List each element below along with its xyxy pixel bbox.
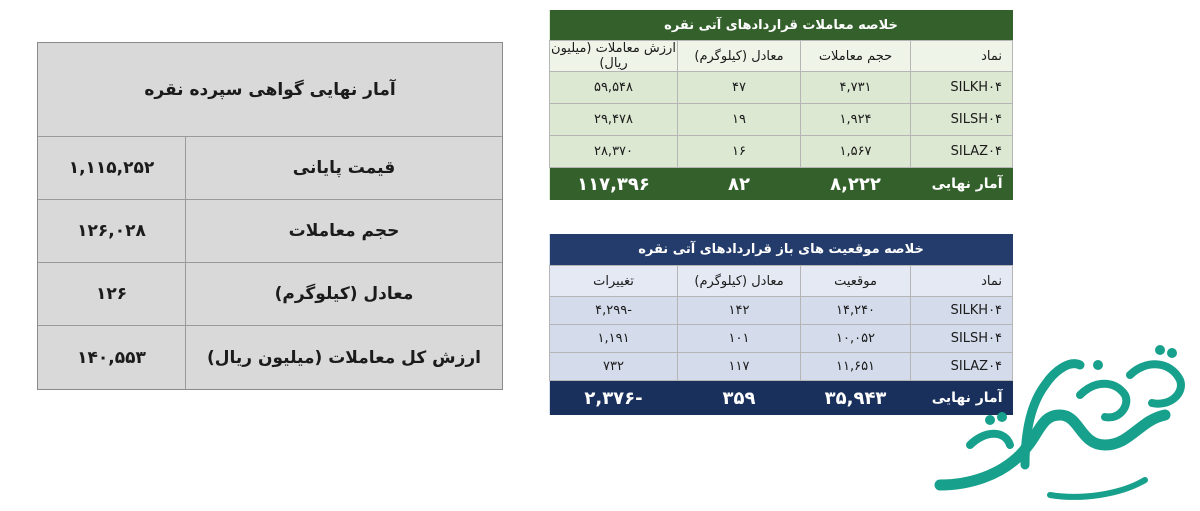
symbol-cell: SILAZ۰۴ — [911, 353, 1013, 381]
table-cell: ۱,۹۲۴ — [801, 104, 911, 136]
table-title-row — [550, 10, 1013, 41]
table-cell: ۱۰,۰۵۲ — [801, 325, 911, 353]
total-label: آمار نهایی — [911, 381, 1013, 416]
column-header: حجم معاملات — [801, 41, 911, 72]
column-header: معادل (کیلوگرم) — [678, 41, 801, 72]
total-cell: ۳۵۹ — [678, 381, 801, 416]
table-cell: ۱۱,۶۵۱ — [801, 353, 911, 381]
table-header-row — [550, 41, 1013, 72]
table-cell: ۱۱۷ — [678, 353, 801, 381]
table-cell: ۲۸,۳۷۰ — [550, 136, 678, 168]
symbol-cell: SILKH۰۴ — [911, 72, 1013, 104]
symbol-cell: SILAZ۰۴ — [911, 136, 1013, 168]
total-cell: ۳۵,۹۴۳ — [801, 381, 911, 416]
table-row — [38, 326, 502, 389]
table-cell: ۲۹,۴۷۸ — [550, 104, 678, 136]
open-positions-title: خلاصه موقعیت های باز قراردادهای آتی نقره — [550, 234, 1013, 266]
symbol-cell: SILSH۰۴ — [911, 325, 1013, 353]
silver-certificate-title: آمار نهایی گواهی سپرده نقره — [38, 43, 502, 137]
total-trade-value-label: ارزش کل معاملات (میلیون ریال) — [207, 347, 481, 368]
symbol-cell: SILKH۰۴ — [911, 297, 1013, 325]
total-cell: ۱۱۷,۳۹۶ — [550, 168, 678, 201]
table-cell: ۴۷ — [678, 72, 801, 104]
trade-volume-label: حجم معاملات — [288, 221, 400, 241]
final-price-label: قیمت پایانی — [292, 158, 396, 178]
table-header-row — [550, 266, 1013, 297]
table-cell: -۴,۲۹۹ — [550, 297, 678, 325]
equivalent-kg-label: معادل (کیلوگرم) — [274, 284, 414, 304]
total-cell: ۸,۲۲۲ — [801, 168, 911, 201]
total-cell: ۸۲ — [678, 168, 801, 201]
table-cell: ۱,۱۹۱ — [550, 325, 678, 353]
equivalent-kg-value: ۱۲۶ — [38, 263, 186, 325]
table-cell: ۱۰۱ — [678, 325, 801, 353]
table-row — [550, 136, 1013, 168]
column-header: ارزش معاملات (میلیون ریال) — [551, 41, 676, 71]
total-trade-value: ۱۴۰,۵۵۳ — [38, 326, 186, 389]
table-row — [38, 137, 502, 200]
column-header: تغییرات — [550, 266, 678, 297]
table-total-row — [550, 168, 1013, 201]
table-cell: ۱۴۲ — [678, 297, 801, 325]
table-title-row — [550, 234, 1013, 266]
total-label: آمار نهایی — [911, 168, 1013, 201]
table-cell: ۷۳۲ — [550, 353, 678, 381]
futures-trades-table — [549, 10, 1013, 200]
column-header: معادل (کیلوگرم) — [678, 266, 801, 297]
table-cell: ۱۹ — [678, 104, 801, 136]
table-cell: ۱۶ — [678, 136, 801, 168]
table-cell: ۴,۷۳۱ — [801, 72, 911, 104]
final-price-value: ۱,۱۱۵,۲۵۲ — [38, 137, 186, 199]
table-row — [550, 72, 1013, 104]
site-logo — [930, 335, 1192, 505]
table-cell: ۱۴,۲۴۰ — [801, 297, 911, 325]
table-cell: ۵۹,۵۴۸ — [550, 72, 678, 104]
table-row — [38, 200, 502, 263]
futures-trades-title: خلاصه معاملات قراردادهای آتی نقره — [550, 10, 1013, 41]
table-cell: ۱,۵۶۷ — [801, 136, 911, 168]
silver-certificate-summary-table — [37, 42, 503, 390]
symbol-cell: SILSH۰۴ — [911, 104, 1013, 136]
table-row — [38, 263, 502, 326]
column-header: نماد — [911, 41, 1013, 72]
column-header: موقعیت — [801, 266, 911, 297]
table-row — [550, 104, 1013, 136]
total-cell: -۲,۳۷۶ — [550, 381, 678, 416]
table-row — [550, 297, 1013, 325]
trade-volume-value: ۱۲۶,۰۲۸ — [38, 200, 186, 262]
column-header: نماد — [911, 266, 1013, 297]
